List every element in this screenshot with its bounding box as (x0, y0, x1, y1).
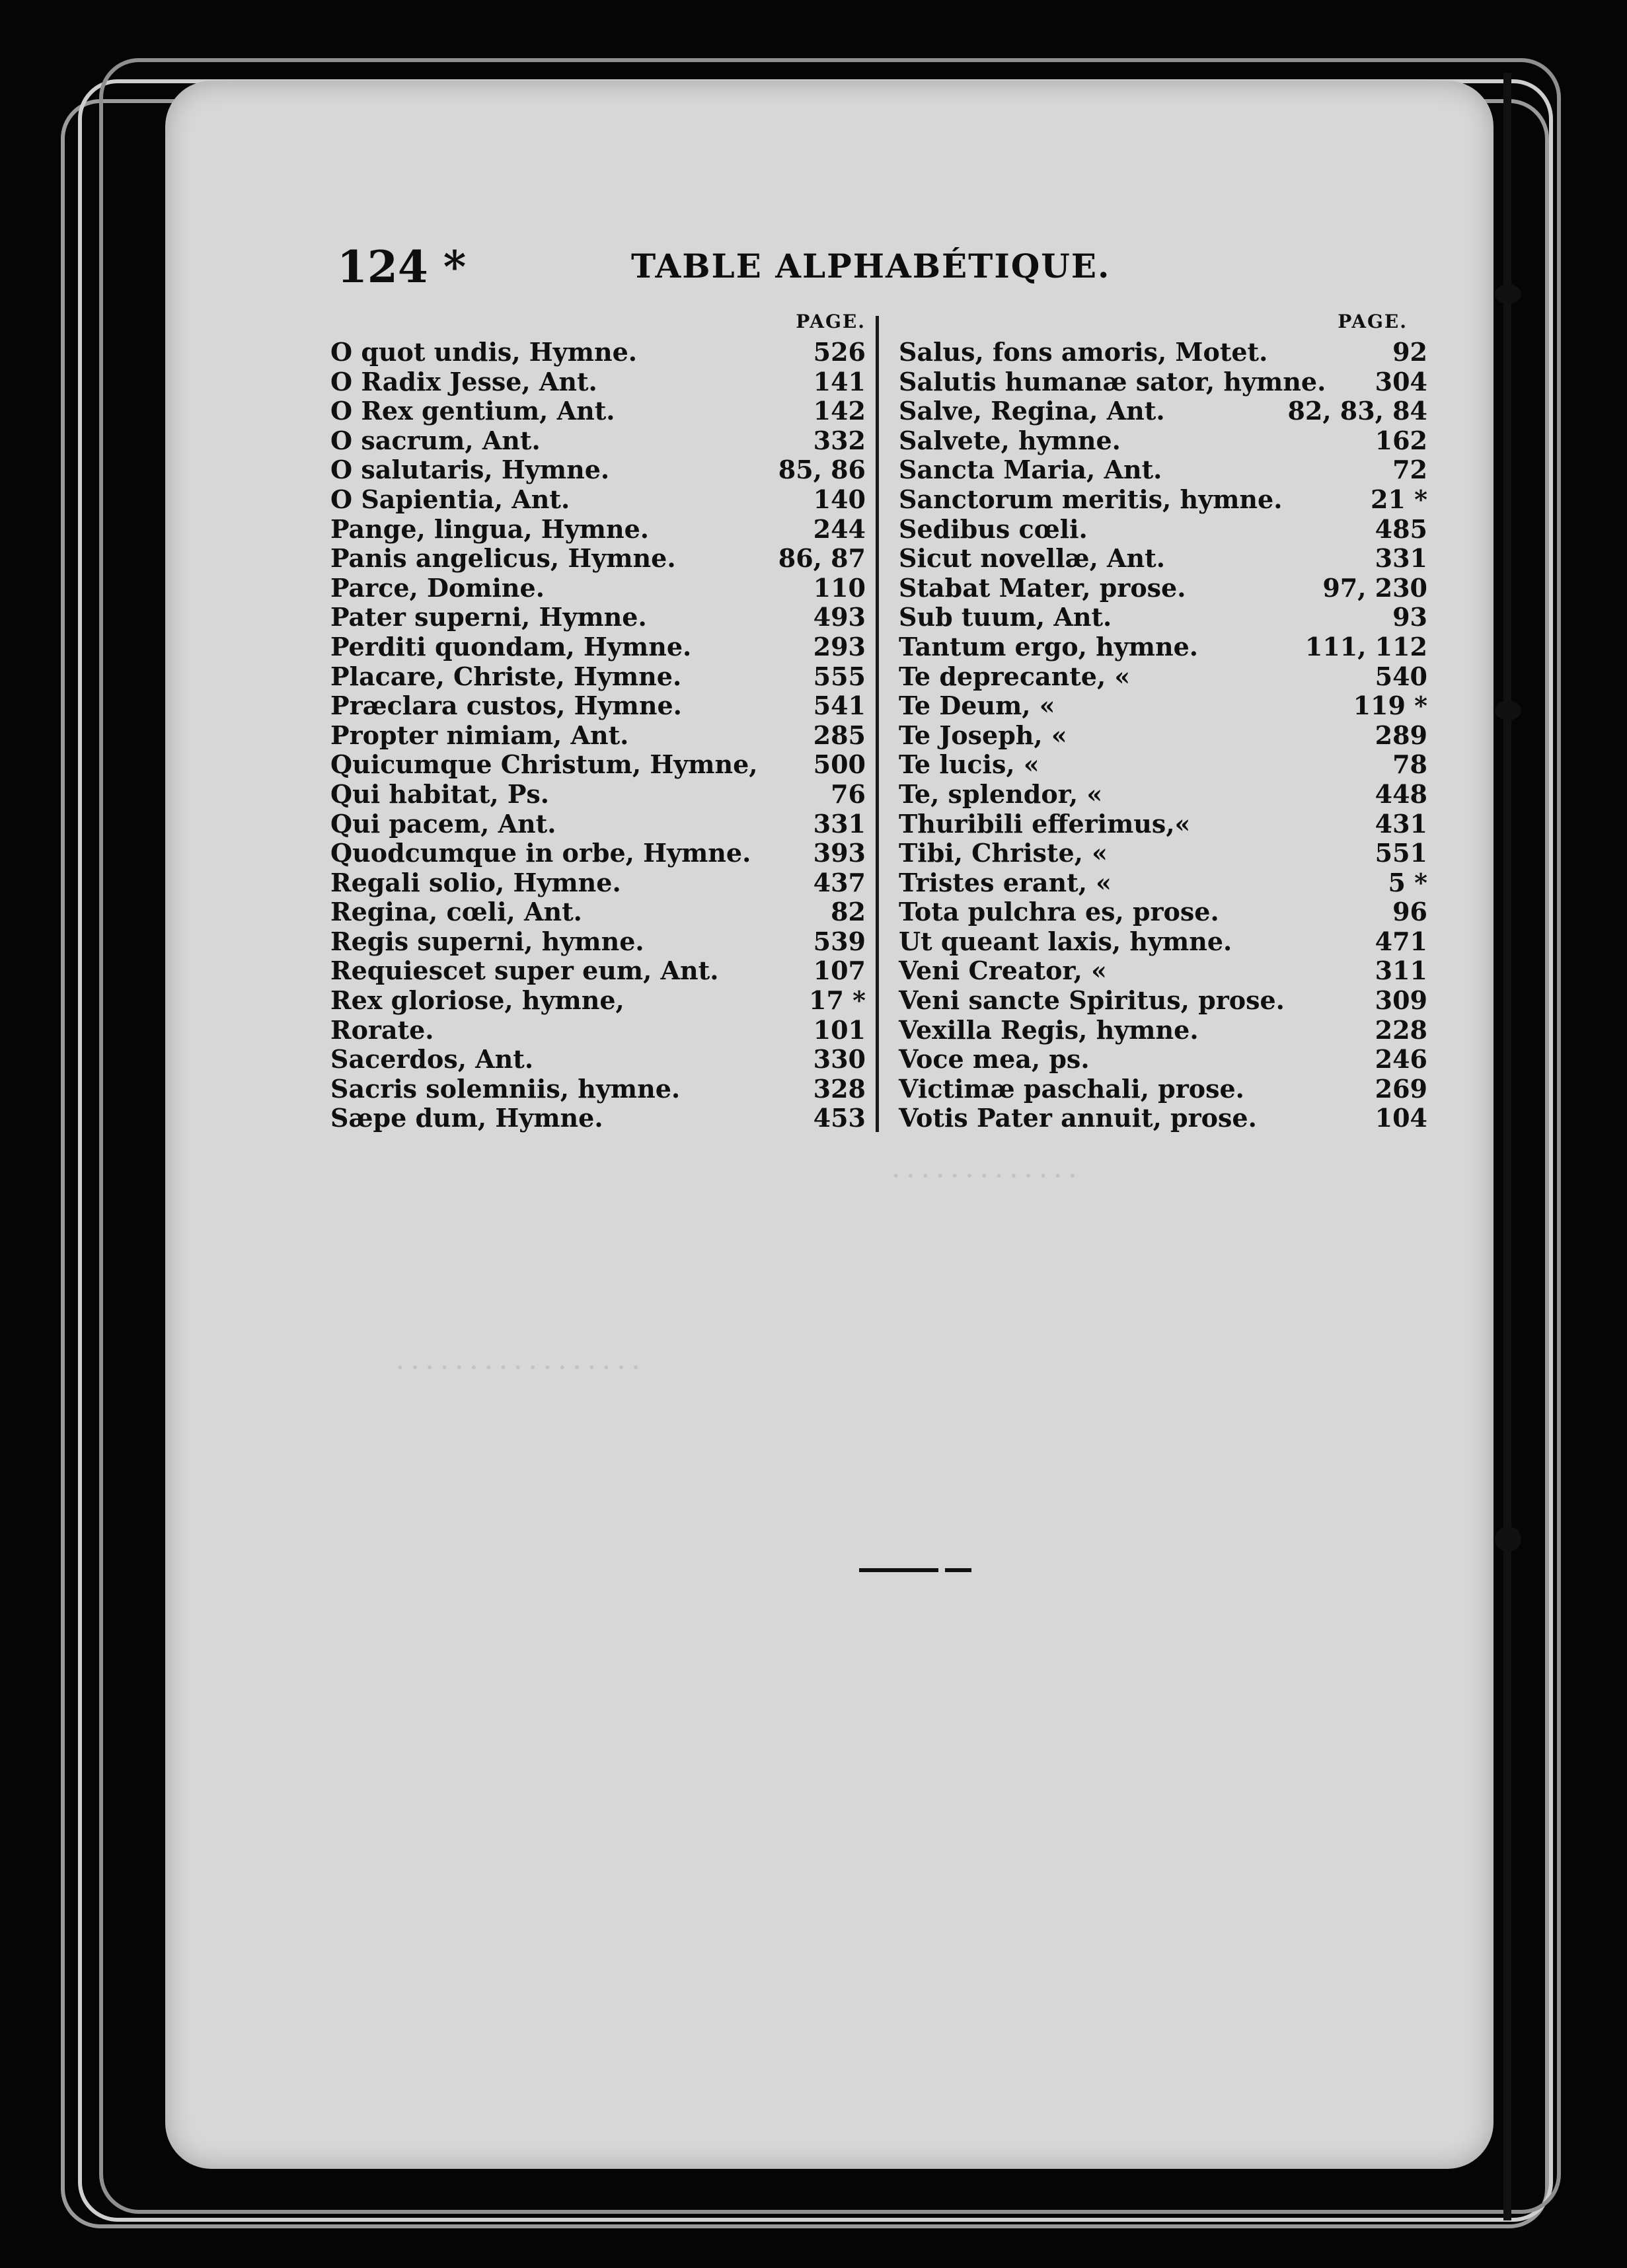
index-entry (330, 897, 866, 926)
entry-page: 82 (831, 897, 866, 927)
entry-page: 541 (813, 691, 866, 721)
index-entry (330, 1044, 866, 1074)
index-entry (330, 691, 866, 720)
entry-page: 96 (1392, 897, 1427, 927)
entry-title: Veni sancte Spiritus, prose. (899, 985, 1285, 1016)
index-entry (330, 779, 866, 809)
entry-title: Rex gloriose, hymne, (330, 985, 624, 1016)
binding-stitch (1495, 700, 1521, 720)
index-entry (330, 543, 866, 573)
entry-title: Tibi, Christe, « (899, 838, 1108, 868)
index-entry (899, 662, 1427, 691)
entry-page: 111, 112 (1305, 631, 1427, 662)
index-entry (899, 691, 1427, 720)
index-entry (899, 956, 1427, 985)
entry-title: Victimæ paschali, prose. (899, 1073, 1244, 1104)
index-entry (330, 514, 866, 544)
entry-title: Te, splendor, « (899, 778, 1103, 809)
index-entry (330, 809, 866, 839)
entry-page: 330 (813, 1044, 866, 1075)
entry-title: Voce mea, ps. (899, 1044, 1090, 1075)
index-entry (899, 897, 1427, 926)
entry-page: 539 (813, 926, 866, 956)
entry-page: 448 (1375, 778, 1427, 809)
entry-page: 311 (1375, 956, 1427, 986)
entry-page: 141 (813, 366, 866, 397)
index-entry (330, 1074, 866, 1104)
page-column-label: PAGE. (1338, 311, 1408, 332)
entry-title: Panis angelicus, Hymne. (330, 543, 676, 574)
index-entry (330, 602, 866, 632)
entry-title: Quodcumque in orbe, Hymne. (330, 838, 751, 868)
entry-title: Tota pulchra es, prose. (899, 897, 1219, 927)
column-divider (876, 316, 879, 1132)
index-entry (899, 484, 1427, 514)
index-entry (899, 1044, 1427, 1074)
index-entry (899, 1074, 1427, 1104)
entry-title: Veni Creator, « (899, 956, 1107, 986)
entry-page: 269 (1375, 1073, 1427, 1104)
entry-page: 393 (813, 838, 866, 868)
entry-title: Salvete, hymne. (899, 425, 1121, 455)
entry-page: 5 * (1388, 867, 1427, 897)
entry-title: Tantum ergo, hymne. (899, 631, 1199, 662)
entry-title: Sacerdos, Ant. (330, 1044, 534, 1075)
index-entry (899, 455, 1427, 484)
index-entry (330, 396, 866, 426)
entry-title: O Rex gentium, Ant. (330, 396, 615, 426)
entry-page: 86, 87 (778, 543, 866, 574)
entry-page: 285 (813, 720, 866, 750)
index-entry (330, 749, 866, 779)
index-entry (330, 1015, 866, 1045)
entry-title: Stabat Mater, prose. (899, 572, 1186, 603)
entry-page: 107 (813, 956, 866, 986)
end-rule (945, 1568, 971, 1572)
entry-title: O Sapientia, Ant. (330, 484, 570, 514)
index-entry (330, 868, 866, 897)
index-column-right (899, 311, 1427, 1133)
entry-page: 101 (813, 1014, 866, 1045)
index-entry (330, 926, 866, 956)
index-entry (899, 543, 1427, 573)
bleed-through: · · · · · · · · · · · · · (892, 1163, 1077, 1188)
entry-title: O salutaris, Hymne. (330, 455, 610, 485)
index-entry (899, 632, 1427, 662)
index-entry (330, 662, 866, 691)
entry-title: O sacrum, Ant. (330, 425, 541, 455)
entry-page: 437 (813, 867, 866, 897)
entry-title: Salutis humanæ sator, hymne. (899, 366, 1326, 397)
entry-title: Præclara custos, Hymne. (330, 691, 682, 721)
entry-page: 453 (813, 1103, 866, 1133)
entry-page: 328 (813, 1073, 866, 1104)
entry-title: O Radix Jesse, Ant. (330, 366, 597, 397)
index-entry (899, 985, 1427, 1015)
entry-page: 85, 86 (778, 455, 866, 485)
index-entry (899, 602, 1427, 632)
index-entry (330, 367, 866, 397)
entry-title: Te lucis, « (899, 749, 1040, 780)
index-entry (899, 749, 1427, 779)
entry-title: Regis superni, hymne. (330, 926, 644, 956)
index-entry (899, 426, 1427, 455)
entry-title: Qui pacem, Ant. (330, 808, 556, 839)
entry-title: Requiescet super eum, Ant. (330, 956, 719, 986)
entry-title: O quot undis, Hymne. (330, 337, 637, 367)
entry-title: Rorate. (330, 1014, 434, 1045)
entry-title: Sicut novellæ, Ant. (899, 543, 1165, 574)
entry-page: 309 (1375, 985, 1427, 1016)
entry-title: Ut queant laxis, hymne. (899, 926, 1232, 956)
entry-title: Salve, Regina, Ant. (899, 396, 1165, 426)
index-entry (899, 779, 1427, 809)
index-entry (330, 573, 866, 603)
binding-spine (1503, 73, 1511, 2220)
entry-page: 526 (813, 337, 866, 367)
entry-title: Votis Pater annuit, prose. (899, 1103, 1257, 1133)
entry-title: Salus, fons amoris, Motet. (899, 337, 1268, 367)
entry-title: Propter nimiam, Ant. (330, 720, 629, 750)
entry-page: 471 (1375, 926, 1427, 956)
entry-page: 431 (1375, 808, 1427, 839)
entry-page: 331 (1375, 543, 1427, 574)
entry-page: 17 * (809, 985, 866, 1016)
entry-page: 104 (1375, 1103, 1427, 1133)
entry-page: 110 (813, 572, 866, 603)
entry-title: Regali solio, Hymne. (330, 867, 621, 897)
entry-title: Sanctorum meritis, hymne. (899, 484, 1283, 514)
entry-page: 289 (1375, 720, 1427, 750)
page-column-label: PAGE. (796, 311, 866, 332)
entry-page: 540 (1375, 661, 1427, 691)
index-entry (899, 1103, 1427, 1133)
entry-page: 485 (1375, 513, 1427, 544)
entry-page: 93 (1392, 602, 1427, 632)
entry-page: 72 (1392, 455, 1427, 485)
index-entry (330, 337, 866, 367)
index-entry (330, 838, 866, 868)
entry-title: Quicumque Christum, Hymne, (330, 749, 758, 780)
entry-page: 551 (1375, 838, 1427, 868)
index-entry (330, 632, 866, 662)
binding-stitch (1495, 284, 1521, 304)
index-entry (899, 838, 1427, 868)
entry-title: Te Joseph, « (899, 720, 1067, 750)
entry-page: 162 (1375, 425, 1427, 455)
index-entry (330, 1103, 866, 1133)
entry-page: 21 * (1371, 484, 1427, 514)
page-header (337, 241, 1163, 301)
entry-page: 228 (1375, 1014, 1427, 1045)
entry-page: 304 (1375, 366, 1427, 397)
index-entry (330, 956, 866, 985)
index-entry (899, 396, 1427, 426)
index-entry (899, 367, 1427, 397)
running-title: TABLE ALPHABÉTIQUE. (631, 246, 1111, 285)
entry-title: Placare, Christe, Hymne. (330, 661, 682, 691)
entry-page: 493 (813, 602, 866, 632)
entry-title: Vexilla Regis, hymne. (899, 1014, 1199, 1045)
index-column-left (330, 311, 866, 1133)
bleed-through: · · · · · · · · · · · · · · · · · (397, 1355, 640, 1380)
entry-page: 142 (813, 396, 866, 426)
entry-page: 293 (813, 631, 866, 662)
index-entry (330, 985, 866, 1015)
entry-title: Tristes erant, « (899, 867, 1112, 897)
entry-title: Thuribili efferimus,« (899, 808, 1191, 839)
entry-page: 332 (813, 425, 866, 455)
entry-page: 82, 83, 84 (1287, 396, 1427, 426)
entry-page: 244 (813, 513, 866, 544)
page-number: 124 * (337, 241, 467, 293)
entry-title: Sacris solemniis, hymne. (330, 1073, 681, 1104)
index-entry (899, 868, 1427, 897)
entry-title: Parce, Domine. (330, 572, 545, 603)
entry-page: 76 (831, 778, 866, 809)
entry-title: Te Deum, « (899, 691, 1055, 721)
index-entry (330, 455, 866, 484)
entry-title: Sancta Maria, Ant. (899, 455, 1162, 485)
entry-title: Pange, lingua, Hymne. (330, 513, 650, 544)
index-entry (899, 809, 1427, 839)
entry-page: 555 (813, 661, 866, 691)
index-entry (330, 484, 866, 514)
entry-title: Regina, cœli, Ant. (330, 897, 582, 927)
index-entry (899, 1015, 1427, 1045)
index-entry (899, 926, 1427, 956)
entry-title: Sæpe dum, Hymne. (330, 1103, 603, 1133)
entry-page: 78 (1392, 749, 1427, 780)
index-entry (330, 426, 866, 455)
index-entry (899, 720, 1427, 750)
entry-page: 119 * (1353, 691, 1427, 721)
entry-title: Sedibus cœli. (899, 513, 1088, 544)
entry-title: Qui habitat, Ps. (330, 778, 550, 809)
index-entry (899, 514, 1427, 544)
entry-page: 500 (813, 749, 866, 780)
binding-stitch (1495, 1527, 1521, 1552)
entry-page: 246 (1375, 1044, 1427, 1075)
entry-title: Te deprecante, « (899, 661, 1131, 691)
end-rule (859, 1568, 938, 1572)
index-entry (330, 720, 866, 750)
entry-page: 97, 230 (1322, 572, 1427, 603)
index-entry (899, 573, 1427, 603)
entry-page: 92 (1392, 337, 1427, 367)
entry-title: Sub tuum, Ant. (899, 602, 1112, 632)
entry-page: 140 (813, 484, 866, 514)
entry-page: 331 (813, 808, 866, 839)
entry-title: Pater superni, Hymne. (330, 602, 647, 632)
entry-title: Perditi quondam, Hymne. (330, 631, 692, 662)
index-entry (899, 337, 1427, 367)
